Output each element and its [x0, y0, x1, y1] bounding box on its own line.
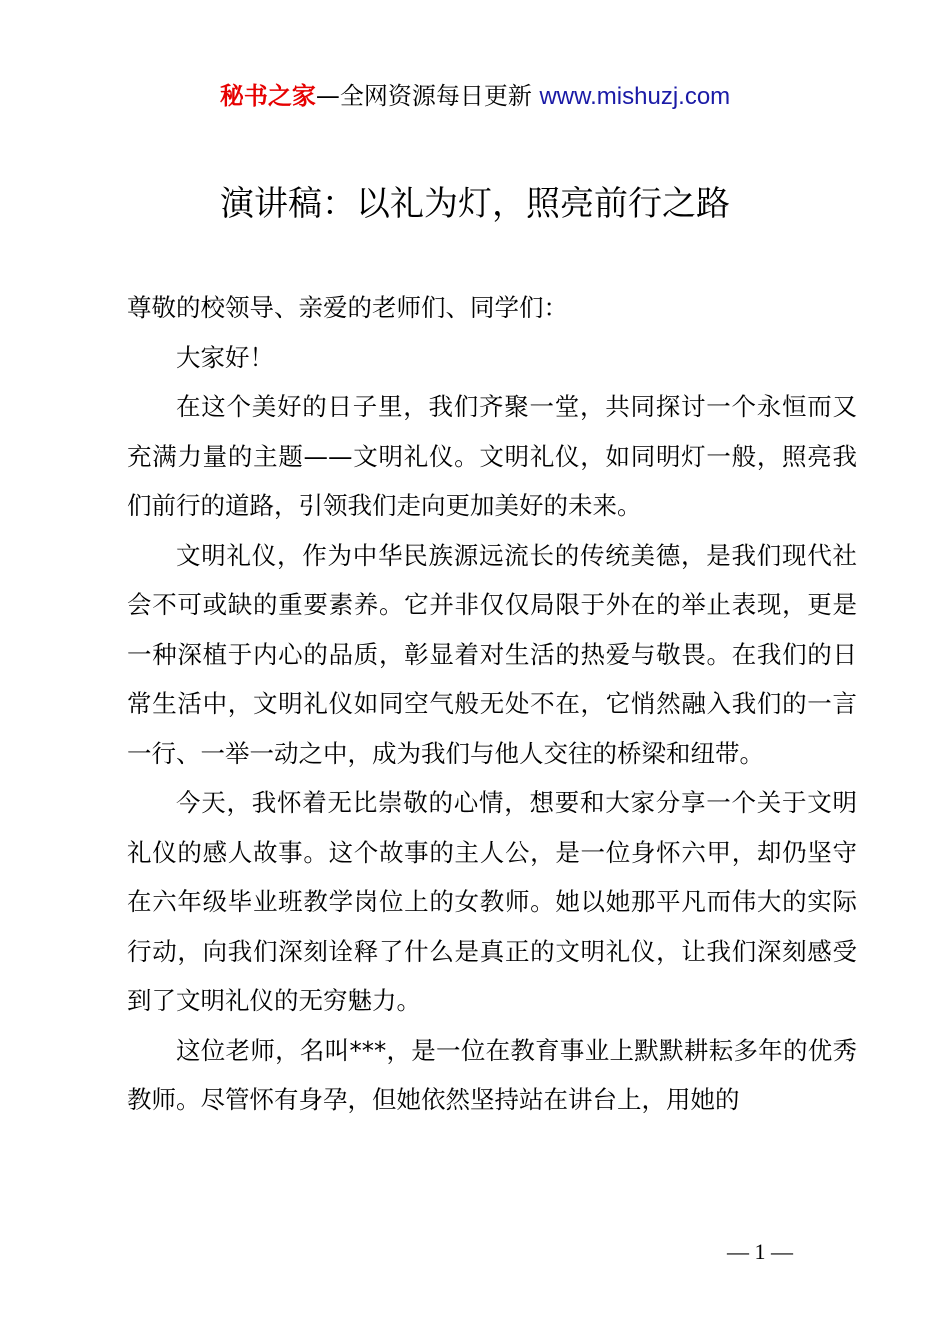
document-body — [127, 283, 857, 1125]
document-title: 演讲稿：以礼为灯，照亮前行之路 — [220, 184, 730, 224]
paragraph: 文明礼仪，作为中华民族源远流长的传统美德，是我们现代社会不可或缺的重要素养。它并非仅仅局限于外在的举止表现，更是一种深植于内心的品质，彰显着对生活的热爱与敬畏。在我们的日常生活中，文明礼仪如同空气般无处不在，它悄然融入我们的一言一行、一举一动之中，成为我们与他人交往的桥梁和纽带。 — [127, 540, 857, 768]
site-url-link[interactable]: www.mishuzj.com — [539, 83, 731, 110]
header-tagline: —全网资源每日更新 — [315, 82, 540, 110]
page-number: — 1 — — [727, 1239, 793, 1264]
brand-name: 秘书之家 — [219, 82, 316, 110]
paragraph-greeting: 大家好！ — [176, 342, 274, 372]
paragraph: 今天，我怀着无比崇敬的心情，想要和大家分享一个关于文明礼仪的感人故事。这个故事的主人公，是一位身怀六甲，却仍坚守在六年级毕业班教学岗位上的女教师。她以她那平凡而伟大的实际行动，向我们深刻诠释了什么是真正的文明礼仪，让我们深刻感受到了文明礼仪的无穷魅力。 — [127, 788, 857, 1015]
site-header — [0, 78, 950, 115]
paragraph: 这位老师，名叫***，是一位在教育事业上默默耕耘多年的优秀教师。尽管怀有身孕，但她依然坚持站在讲台上，用她的 — [127, 1035, 857, 1114]
paragraph: 在这个美好的日子里，我们齐聚一堂，共同探讨一个永恒而又充满力量的主题——文明礼仪。文明礼仪，如同明灯一般，照亮我们前行的道路，引领我们走向更加美好的未来。 — [127, 392, 857, 520]
salutation: 尊敬的校领导、亲爱的老师们、同学们： — [127, 293, 568, 322]
